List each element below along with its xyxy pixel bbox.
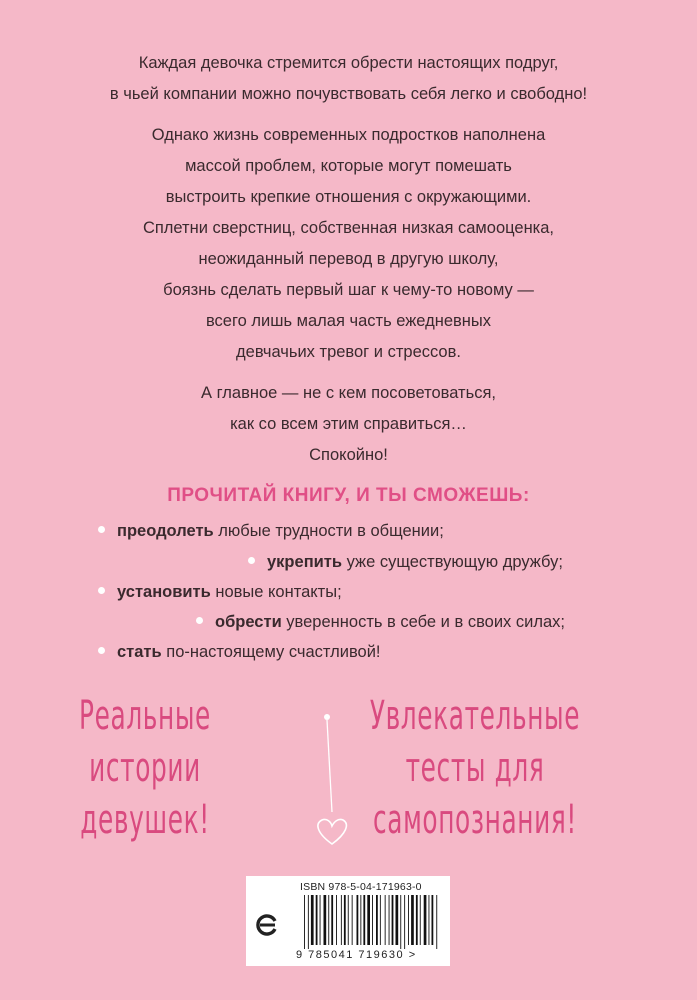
list-item xyxy=(196,611,565,633)
barcode-bar xyxy=(344,895,346,945)
barcode xyxy=(304,895,442,949)
callout-line: Реальные xyxy=(79,693,211,739)
barcode-bar xyxy=(324,895,327,945)
list-item xyxy=(98,520,444,542)
headline: ПРОЧИТАЙ КНИГУ, И ТЫ СМОЖЕШЬ: xyxy=(167,485,530,506)
barcode-bar xyxy=(367,895,370,945)
bullet-text: по-настоящему счастливой! xyxy=(161,643,381,661)
barcode-bar xyxy=(331,895,333,945)
callout-line: самопознания! xyxy=(373,797,577,843)
barcode-bar xyxy=(360,895,361,945)
barcode-bar xyxy=(396,895,399,945)
barcode-bar xyxy=(420,895,421,945)
list-item xyxy=(98,641,381,663)
barcode-bar xyxy=(308,895,309,949)
bullet-dot-icon xyxy=(98,587,105,594)
text-line: массой проблем, которые могут помешать xyxy=(185,157,512,175)
list-item xyxy=(248,551,563,573)
text-line: боязнь сделать первый шаг к чему-то новому — xyxy=(163,281,534,299)
barcode-bar xyxy=(389,895,390,945)
barcode-bar xyxy=(408,895,409,945)
barcode-bar xyxy=(411,895,414,945)
list-item xyxy=(98,581,342,603)
text-line: Сплетни сверстниц, собственная низкая самооценка, xyxy=(142,219,555,237)
barcode-bar xyxy=(400,895,401,949)
barcode-bar xyxy=(436,895,437,949)
barcode-bar xyxy=(424,895,427,945)
intro-paragraph-1 xyxy=(60,48,637,110)
bullet-dot-icon xyxy=(248,557,255,564)
text-line: Спокойно! xyxy=(309,446,388,464)
barcode-bar xyxy=(385,895,386,945)
text-line: девчачьих тревог и стрессов. xyxy=(236,343,461,361)
intro-paragraph-2 xyxy=(60,120,637,368)
intro-text xyxy=(60,48,637,481)
bullet-text: уже существующую дружбу; xyxy=(342,553,563,571)
isbn-digits: 9 785041 719630 > xyxy=(296,949,417,961)
barcode-bar xyxy=(404,895,405,949)
barcode-bar xyxy=(311,895,314,945)
barcode-bar xyxy=(328,895,329,945)
barcode-bar xyxy=(432,895,434,945)
barcode-bar xyxy=(376,895,378,945)
text-line: Каждая девочка стремится обрести настоящих подруг, xyxy=(138,54,559,72)
bullet-dot-icon xyxy=(98,647,105,654)
publisher-logo-icon xyxy=(254,912,280,938)
text-line: в чьей компании можно почувствовать себя легко и свободно! xyxy=(109,85,588,103)
barcode-bar xyxy=(372,895,373,945)
bullet-text: любые трудности в общении; xyxy=(213,522,444,540)
bullet-dot-icon xyxy=(98,526,105,533)
barcode-bar xyxy=(357,895,359,945)
text-line: Однако жизнь современных подростков наполнена xyxy=(151,126,546,144)
barcode-bar xyxy=(348,895,349,945)
barcode-bar xyxy=(416,895,418,945)
barcode-bar xyxy=(352,895,353,945)
barcode-bar xyxy=(320,895,321,945)
callout-real-stories xyxy=(33,690,256,846)
isbn-label: ISBN 978-5-04-171963-0 xyxy=(300,881,422,893)
bullet-bold: стать xyxy=(117,643,162,661)
text-line: выстроить крепкие отношения с окружающими. xyxy=(165,188,532,206)
bullet-bold: преодолеть xyxy=(117,522,214,540)
text-line: всего лишь малая часть ежедневных xyxy=(205,312,492,330)
barcode-bar xyxy=(380,895,381,945)
callout-line: Увлекательные xyxy=(369,693,581,739)
callout-line: девушек! xyxy=(80,797,210,843)
barcode-bar xyxy=(341,895,342,945)
isbn-barcode-box xyxy=(246,876,450,966)
callout-line: истории xyxy=(89,745,201,791)
text-line: А главное — не с кем посоветоваться, xyxy=(201,384,496,402)
barcode-bar xyxy=(316,895,318,945)
barcode-bar xyxy=(304,895,305,949)
callout-tests xyxy=(345,690,605,846)
bullet-dot-icon xyxy=(196,617,203,624)
intro-paragraph-3 xyxy=(60,378,637,471)
bullet-text: уверенность в себе и в своих силах; xyxy=(281,613,565,631)
bullet-bold: укрепить xyxy=(267,553,343,571)
barcode-bar xyxy=(363,895,365,945)
barcode-bar xyxy=(336,895,337,945)
callout-line: тесты для xyxy=(405,745,545,791)
text-line: как со всем этим справиться… xyxy=(230,415,467,433)
text-line: неожиданный перевод в другую школу, xyxy=(198,250,499,268)
bullet-bold: установить xyxy=(117,583,211,601)
bullet-bold: обрести xyxy=(215,613,282,631)
barcode-bar xyxy=(429,895,430,945)
barcode-bar xyxy=(392,895,394,945)
bullet-text: новые контакты; xyxy=(210,583,342,601)
